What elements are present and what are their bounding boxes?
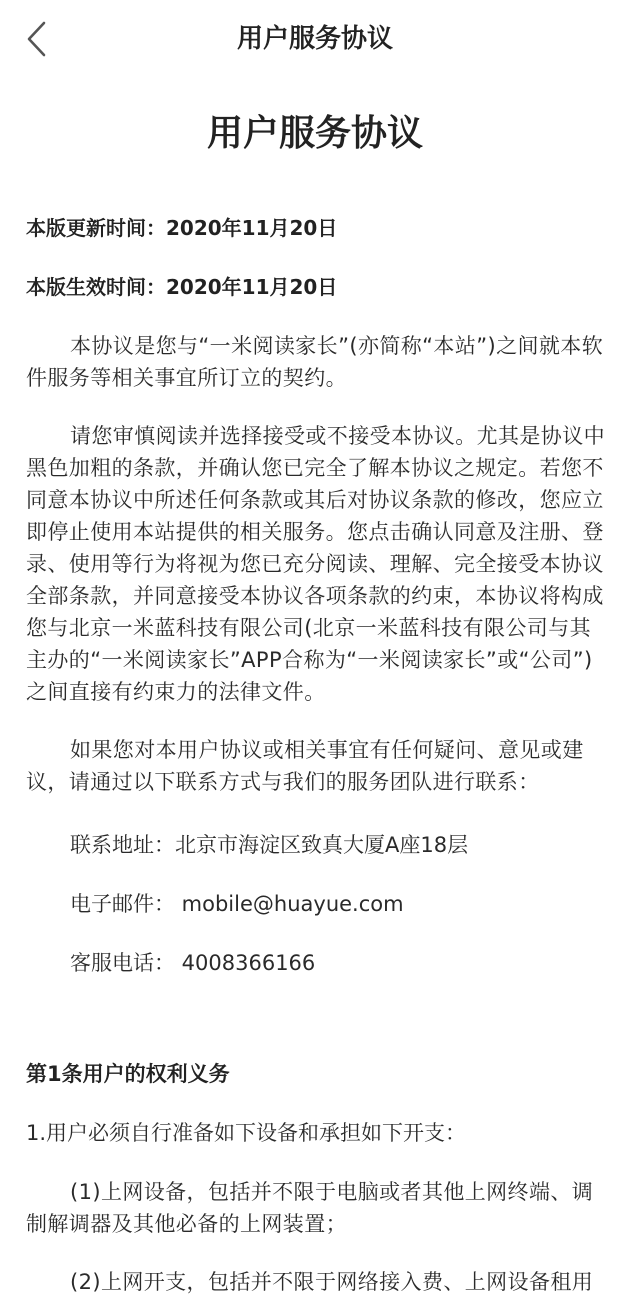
- list-item: (2)上网开支，包括并不限于网络接入费、上网设备租用: [70, 1270, 594, 1294]
- contact-intro-paragraph: 如果您对本用户协议或相关事宜有任何疑问、意见或建议，请通过以下联系方式与我们的服务团队进行联系：: [26, 738, 584, 794]
- page-title: 用户服务协议: [236, 24, 393, 54]
- navigation-bar: [0, 0, 630, 78]
- document-title: 用户服务协议: [206, 113, 423, 154]
- updated-date: 本版更新时间：2020年11月20日: [26, 216, 338, 240]
- list-item: (1)上网设备，包括并不限于电脑或者其他上网终端、调制解调器及其他必备的上网装置；: [26, 1180, 594, 1236]
- contact-phone: 客服电话： 4008366166: [70, 951, 316, 975]
- list-item: 1.用户必须自行准备如下设备和承担如下开支：: [26, 1121, 467, 1145]
- contact-email: 电子邮件： mobile@huayue.com: [70, 892, 404, 916]
- agreement-content[interactable]: [0, 78, 630, 1294]
- acceptance-paragraph: 请您审慎阅读并选择接受或不接受本协议。尤其是协议中黑色加粗的条款，并确认您已完全了解本协议之规定。若您不同意本协议中所述任何条款或其后对协议条款的修改，您应立即停止使用本站提供的相关服务。您点击确认同意及注册、登录、使用等行为将视为您已充分阅读、理解、完全接受本协议全部条款，并同意接受本协议各项条款的约束，本协议将构成您与北京一米蓝科技有限公司(北京一米蓝科技有限公司与其主办的“一米阅读家长”APP合称为“一米阅读家长”或“公司”)之间直接有约束力的法律文件。: [26, 424, 605, 704]
- intro-paragraph: 本协议是您与“一米阅读家长”(亦简称“本站”)之间就本软件服务等相关事宜所订立的契约。: [26, 334, 604, 390]
- contact-address: 联系地址：北京市海淀区致真大厦A座18层: [70, 833, 469, 857]
- section-heading: 第1条用户的权利义务: [26, 1062, 230, 1086]
- effective-date: 本版生效时间：2020年11月20日: [26, 275, 338, 299]
